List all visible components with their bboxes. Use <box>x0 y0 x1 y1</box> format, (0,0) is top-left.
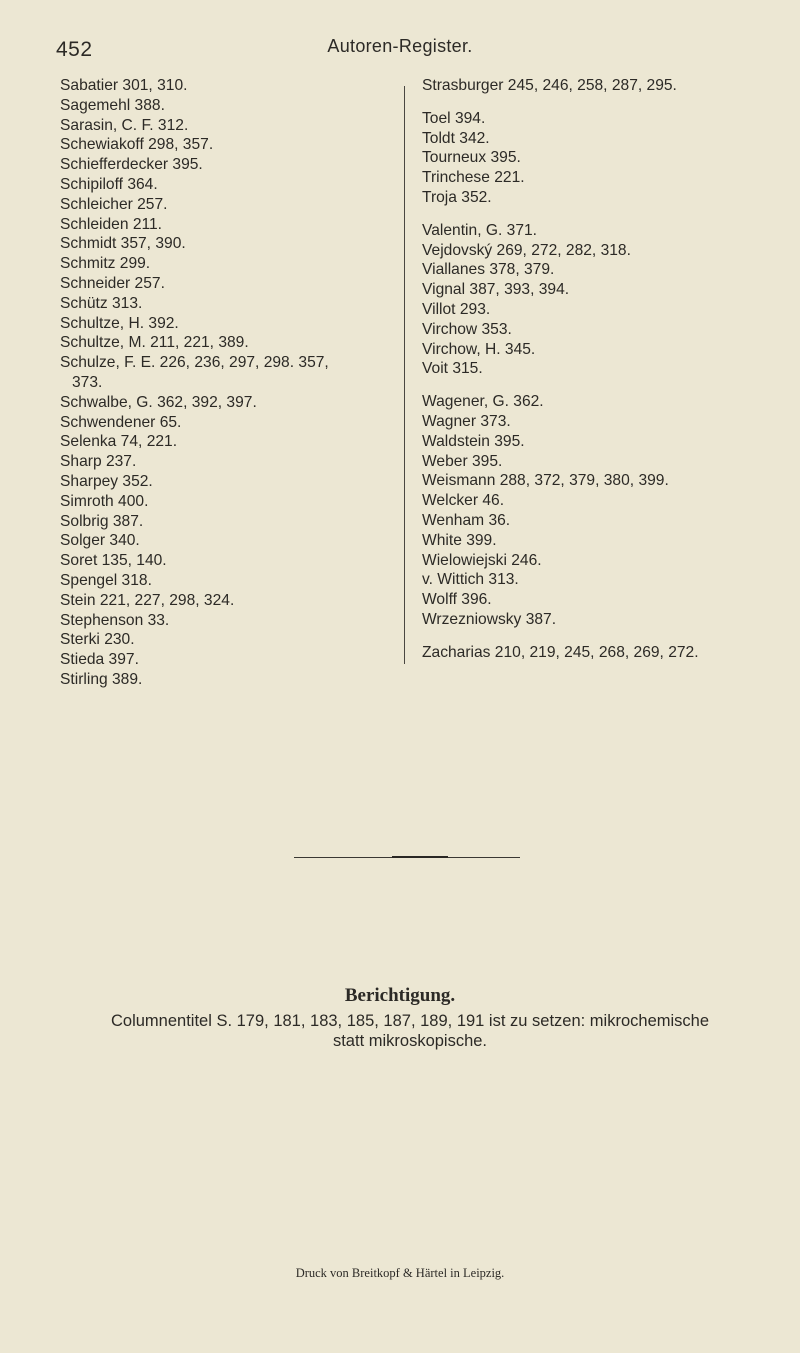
column-divider <box>404 86 405 664</box>
correction-heading: Berichtigung. <box>344 985 456 1006</box>
page-title: Autoren-Register. <box>327 36 473 56</box>
index-entry: Vignal 387, 393, 394. <box>422 281 570 299</box>
index-entry: Wagner 373. <box>422 412 511 430</box>
index-entry: Schultze, M. 211, 221, 389. <box>60 334 249 352</box>
index-entry: Sarasin, C. F. 312. <box>60 116 189 134</box>
index-entry: Valentin, G. 371. <box>422 221 538 239</box>
index-entry: Wagener, G. 362. <box>422 393 544 411</box>
index-entry: Virchow, H. 345. <box>422 340 536 358</box>
index-entry: Stephenson 33. <box>60 611 170 629</box>
index-entry: Viallanes 378, 379. <box>422 261 555 279</box>
index-entry: Simroth 400. <box>60 492 149 510</box>
index-entry: v. Wittich 313. <box>422 571 519 589</box>
index-entry: Schleicher 257. <box>60 195 168 213</box>
index-entry: Spengel 318. <box>60 571 152 589</box>
index-entry: Schütz 313. <box>60 294 143 312</box>
index-entry: Schultze, H. 392. <box>60 314 179 332</box>
index-entry: Sharpey 352. <box>60 472 153 490</box>
index-entry: Schleiden 211. <box>60 215 163 233</box>
index-entry: Schmidt 357, 390. <box>60 235 186 253</box>
index-entry: Stein 221, 227, 298, 324. <box>60 591 235 609</box>
index-entry: Villot 293. <box>422 300 491 318</box>
index-entry: Weismann 288, 372, 379, 380, 399. <box>422 472 669 490</box>
index-entry: Stieda 397. <box>60 651 139 669</box>
index-entry: Virchow 353. <box>422 320 512 338</box>
index-entry: Schwendener 65. <box>60 413 182 431</box>
index-entry: Wolff 396. <box>422 591 492 609</box>
index-entry: Schwalbe, G. 362, 392, 397. <box>60 393 257 411</box>
index-entry: Schmitz 299. <box>60 255 151 273</box>
index-entry: Wenham 36. <box>422 511 511 529</box>
index-entry: Tourneux 395. <box>422 149 521 167</box>
index-entry: Strasburger 245, 246, 258, 287, 295. <box>422 77 677 94</box>
index-entry: Toldt 342. <box>422 129 490 147</box>
index-entry: Schulze, F. E. 226, 236, 297, 298. 357, <box>60 354 329 372</box>
index-entry: Wielowiejski 246. <box>422 551 542 569</box>
index-entry: Toel 394. <box>422 109 486 127</box>
author-index-right-column <box>422 76 782 663</box>
correction-line: Columnentitel S. 179, 181, 183, 185, 187, 189, 191 ist zu setzen: mikrochemische <box>110 1012 710 1030</box>
index-entry: Schipiloff 364. <box>60 175 158 193</box>
index-entry: Selenka 74, 221. <box>60 433 178 451</box>
index-entry: Schiefferdecker 395. <box>60 156 203 174</box>
section-rule-center <box>392 856 448 858</box>
index-entry: Schneider 257. <box>60 274 165 292</box>
index-entry: Weber 395. <box>422 452 503 470</box>
index-entry: Wrzezniowsky 387. <box>422 610 557 628</box>
index-entry: Solger 340. <box>60 532 140 550</box>
index-entry: White 399. <box>422 531 497 549</box>
correction-line: statt mikroskopische. <box>332 1032 488 1050</box>
index-entry: Solbrig 387. <box>60 512 144 530</box>
index-entry: Schewiakoff 298, 357. <box>60 136 214 154</box>
correction-text <box>60 1011 760 1051</box>
index-entry: Sabatier 301, 310. <box>60 77 188 94</box>
index-entry: Vejdovský 269, 272, 282, 318. <box>422 241 631 259</box>
index-entry: Welcker 46. <box>422 492 505 510</box>
page-number: 452 <box>56 38 93 61</box>
author-index-left-column <box>60 76 390 690</box>
index-entry: Sharp 237. <box>60 453 137 471</box>
index-entry: Soret 135, 140. <box>60 552 167 570</box>
index-entry: Waldstein 395. <box>422 432 525 450</box>
index-entry: Voit 315. <box>422 360 483 378</box>
index-entry: Sagemehl 388. <box>60 96 165 114</box>
index-entry-continuation: 373. <box>72 373 103 391</box>
index-entry: Stirling 389. <box>60 670 143 688</box>
index-entry: Trinchese 221. <box>422 169 525 187</box>
index-entry: Zacharias 210, 219, 245, 268, 269, 272. <box>422 643 699 661</box>
index-entry: Sterki 230. <box>60 631 135 649</box>
printer-imprint: Druck von Breitkopf & Härtel in Leipzig. <box>295 1266 505 1280</box>
index-entry: Troja 352. <box>422 188 492 206</box>
